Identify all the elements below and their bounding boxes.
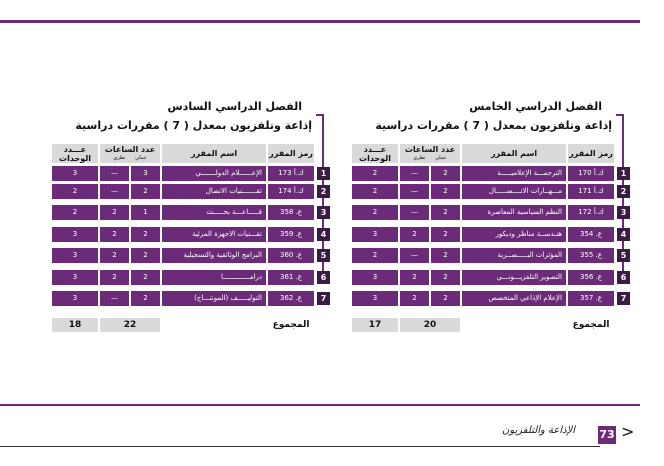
header-code: رمز المقرر — [568, 144, 614, 163]
course-name-cell: درامـــــــــــــا — [162, 270, 266, 285]
semester-5-block — [352, 100, 627, 340]
total-hours: 22 — [100, 318, 160, 332]
footer-rule — [0, 446, 600, 447]
header-theory: نظري — [113, 155, 126, 161]
theory-cell: 1 — [131, 205, 160, 220]
course-code-cell: ك.أ 170 — [568, 166, 614, 181]
theory-cell: 2 — [431, 184, 460, 199]
units-cell: 2 — [352, 166, 398, 181]
theory-cell: 2 — [131, 248, 160, 263]
header-hours-sub — [400, 154, 460, 163]
header-practical: عملي — [435, 155, 447, 161]
header-name: اسم المقرر — [162, 144, 266, 163]
header-theory: نظري — [413, 155, 426, 161]
course-code-cell: ك.أ 174 — [268, 184, 314, 199]
units-cell: 3 — [52, 291, 98, 306]
course-name-cell: قـــــاعـــة بحـــــث — [162, 205, 266, 220]
course-code-cell: ك.أ 172 — [568, 205, 614, 220]
course-code-cell: ع. 362 — [268, 291, 314, 306]
course-name-cell: التوليـــــف (المونتـــاج) — [162, 291, 266, 306]
row-number: 7 — [317, 292, 330, 305]
header-name: اسم المقرر — [462, 144, 566, 163]
units-cell: 3 — [52, 227, 98, 242]
theory-cell: 2 — [431, 291, 460, 306]
course-name-cell: التصوير التلفزيـــونـــي — [462, 270, 566, 285]
course-name-cell: النظم السياسية المعاصرة — [462, 205, 566, 220]
row-number: 5 — [317, 249, 330, 262]
practical-cell: — — [400, 205, 429, 220]
course-name-cell: المؤثرات البـــــصــرية — [462, 248, 566, 263]
course-name-cell: الإعلام الإذاعي المتخصص — [462, 291, 566, 306]
semester-6-block — [52, 100, 327, 340]
units-cell: 3 — [352, 227, 398, 242]
course-code-cell: ع. 359 — [268, 227, 314, 242]
practical-cell: 2 — [100, 248, 129, 263]
course-code-cell: ك.أ 171 — [568, 184, 614, 199]
semester-title: الفصل الدراسي الخامس — [469, 100, 602, 113]
row-number: 6 — [317, 271, 330, 284]
practical-cell: — — [400, 184, 429, 199]
row-number: 4 — [317, 228, 330, 241]
semester-subtitle: إذاعة وتلفزيون بمعدل ( 7 ) مقررات دراسية — [75, 119, 312, 132]
course-name-cell: تقـــنيات الاجهزة المرئية — [162, 227, 266, 242]
total-label: المجموع — [572, 320, 610, 330]
practical-cell: 2 — [400, 227, 429, 242]
theory-cell: 3 — [131, 166, 160, 181]
theory-cell: 2 — [431, 166, 460, 181]
units-cell: 3 — [52, 166, 98, 181]
practical-cell: 2 — [400, 270, 429, 285]
practical-cell: 2 — [400, 291, 429, 306]
units-cell: 2 — [352, 184, 398, 199]
header-practical: عملي — [135, 155, 147, 161]
row-number: 4 — [617, 228, 630, 241]
footer-brand: الإذاعة والتلفزيون — [502, 425, 576, 436]
units-cell: 2 — [52, 205, 98, 220]
theory-cell: 2 — [431, 205, 460, 220]
units-cell: 2 — [352, 248, 398, 263]
course-code-cell: ع. 354 — [568, 227, 614, 242]
row-number: 2 — [317, 185, 330, 198]
theory-cell: 2 — [131, 227, 160, 242]
units-cell: 3 — [52, 248, 98, 263]
header-code: رمز المقرر — [268, 144, 314, 163]
bottom-rule — [0, 404, 640, 406]
row-number: 7 — [617, 292, 630, 305]
course-code-cell: ع. 358 — [268, 205, 314, 220]
practical-cell: 2 — [100, 205, 129, 220]
practical-cell: — — [400, 248, 429, 263]
practical-cell: 2 — [100, 227, 129, 242]
row-number: 1 — [617, 167, 630, 180]
practical-cell: — — [100, 291, 129, 306]
header-units: عـــدد الوحدات — [52, 144, 98, 163]
course-code-cell: ع. 356 — [568, 270, 614, 285]
theory-cell: 2 — [131, 270, 160, 285]
row-number: 3 — [617, 206, 630, 219]
units-cell: 2 — [352, 205, 398, 220]
units-cell: 3 — [352, 270, 398, 285]
course-name-cell: هنـدســة مناظر وديكور — [462, 227, 566, 242]
course-name-cell: الإعــــــلام الدولـــــــي — [162, 166, 266, 181]
header-hours-label: عدد الساعات — [104, 145, 156, 154]
theory-cell: 2 — [431, 270, 460, 285]
top-rule — [0, 20, 640, 23]
course-code-cell: ك.أ 173 — [268, 166, 314, 181]
header-hours-label: عدد الساعات — [404, 145, 456, 154]
course-code-cell: ع. 355 — [568, 248, 614, 263]
header-hours-sub — [100, 154, 160, 163]
course-name-cell: البرامج الوثائقية والتسجيلية — [162, 248, 266, 263]
row-number: 6 — [617, 271, 630, 284]
practical-cell: — — [400, 166, 429, 181]
row-number: 1 — [317, 167, 330, 180]
next-page-arrow-icon[interactable]: > — [621, 422, 635, 441]
total-label: المجموع — [272, 320, 310, 330]
total-units: 18 — [52, 318, 98, 332]
theory-cell: 2 — [431, 227, 460, 242]
course-code-cell: ع. 360 — [268, 248, 314, 263]
course-code-cell: ع. 361 — [268, 270, 314, 285]
header-hours — [400, 144, 460, 163]
page-number: 73 — [598, 426, 616, 444]
theory-cell: 2 — [131, 291, 160, 306]
practical-cell: — — [100, 166, 129, 181]
units-cell: 3 — [52, 270, 98, 285]
semester-subtitle: إذاعة وتلفزيون بمعدل ( 7 ) مقررات دراسية — [375, 119, 612, 132]
total-units: 17 — [352, 318, 398, 332]
total-hours: 20 — [400, 318, 460, 332]
theory-cell: 2 — [431, 248, 460, 263]
course-name-cell: مـــهــارات الاتــــصـــــال — [462, 184, 566, 199]
row-number: 5 — [617, 249, 630, 262]
row-number: 3 — [317, 206, 330, 219]
course-code-cell: ع. 357 — [568, 291, 614, 306]
row-number: 2 — [617, 185, 630, 198]
header-hours — [100, 144, 160, 163]
units-cell: 3 — [352, 291, 398, 306]
units-cell: 2 — [52, 184, 98, 199]
practical-cell: 2 — [100, 270, 129, 285]
course-name-cell: تقـــــــنيات الاتصال — [162, 184, 266, 199]
theory-cell: 2 — [131, 184, 160, 199]
practical-cell: — — [100, 184, 129, 199]
header-units: عـــدد الوحدات — [352, 144, 398, 163]
semester-title: الفصل الدراسي السادس — [167, 100, 302, 113]
course-name-cell: الترجمـــة الإعلاميـــــة — [462, 166, 566, 181]
